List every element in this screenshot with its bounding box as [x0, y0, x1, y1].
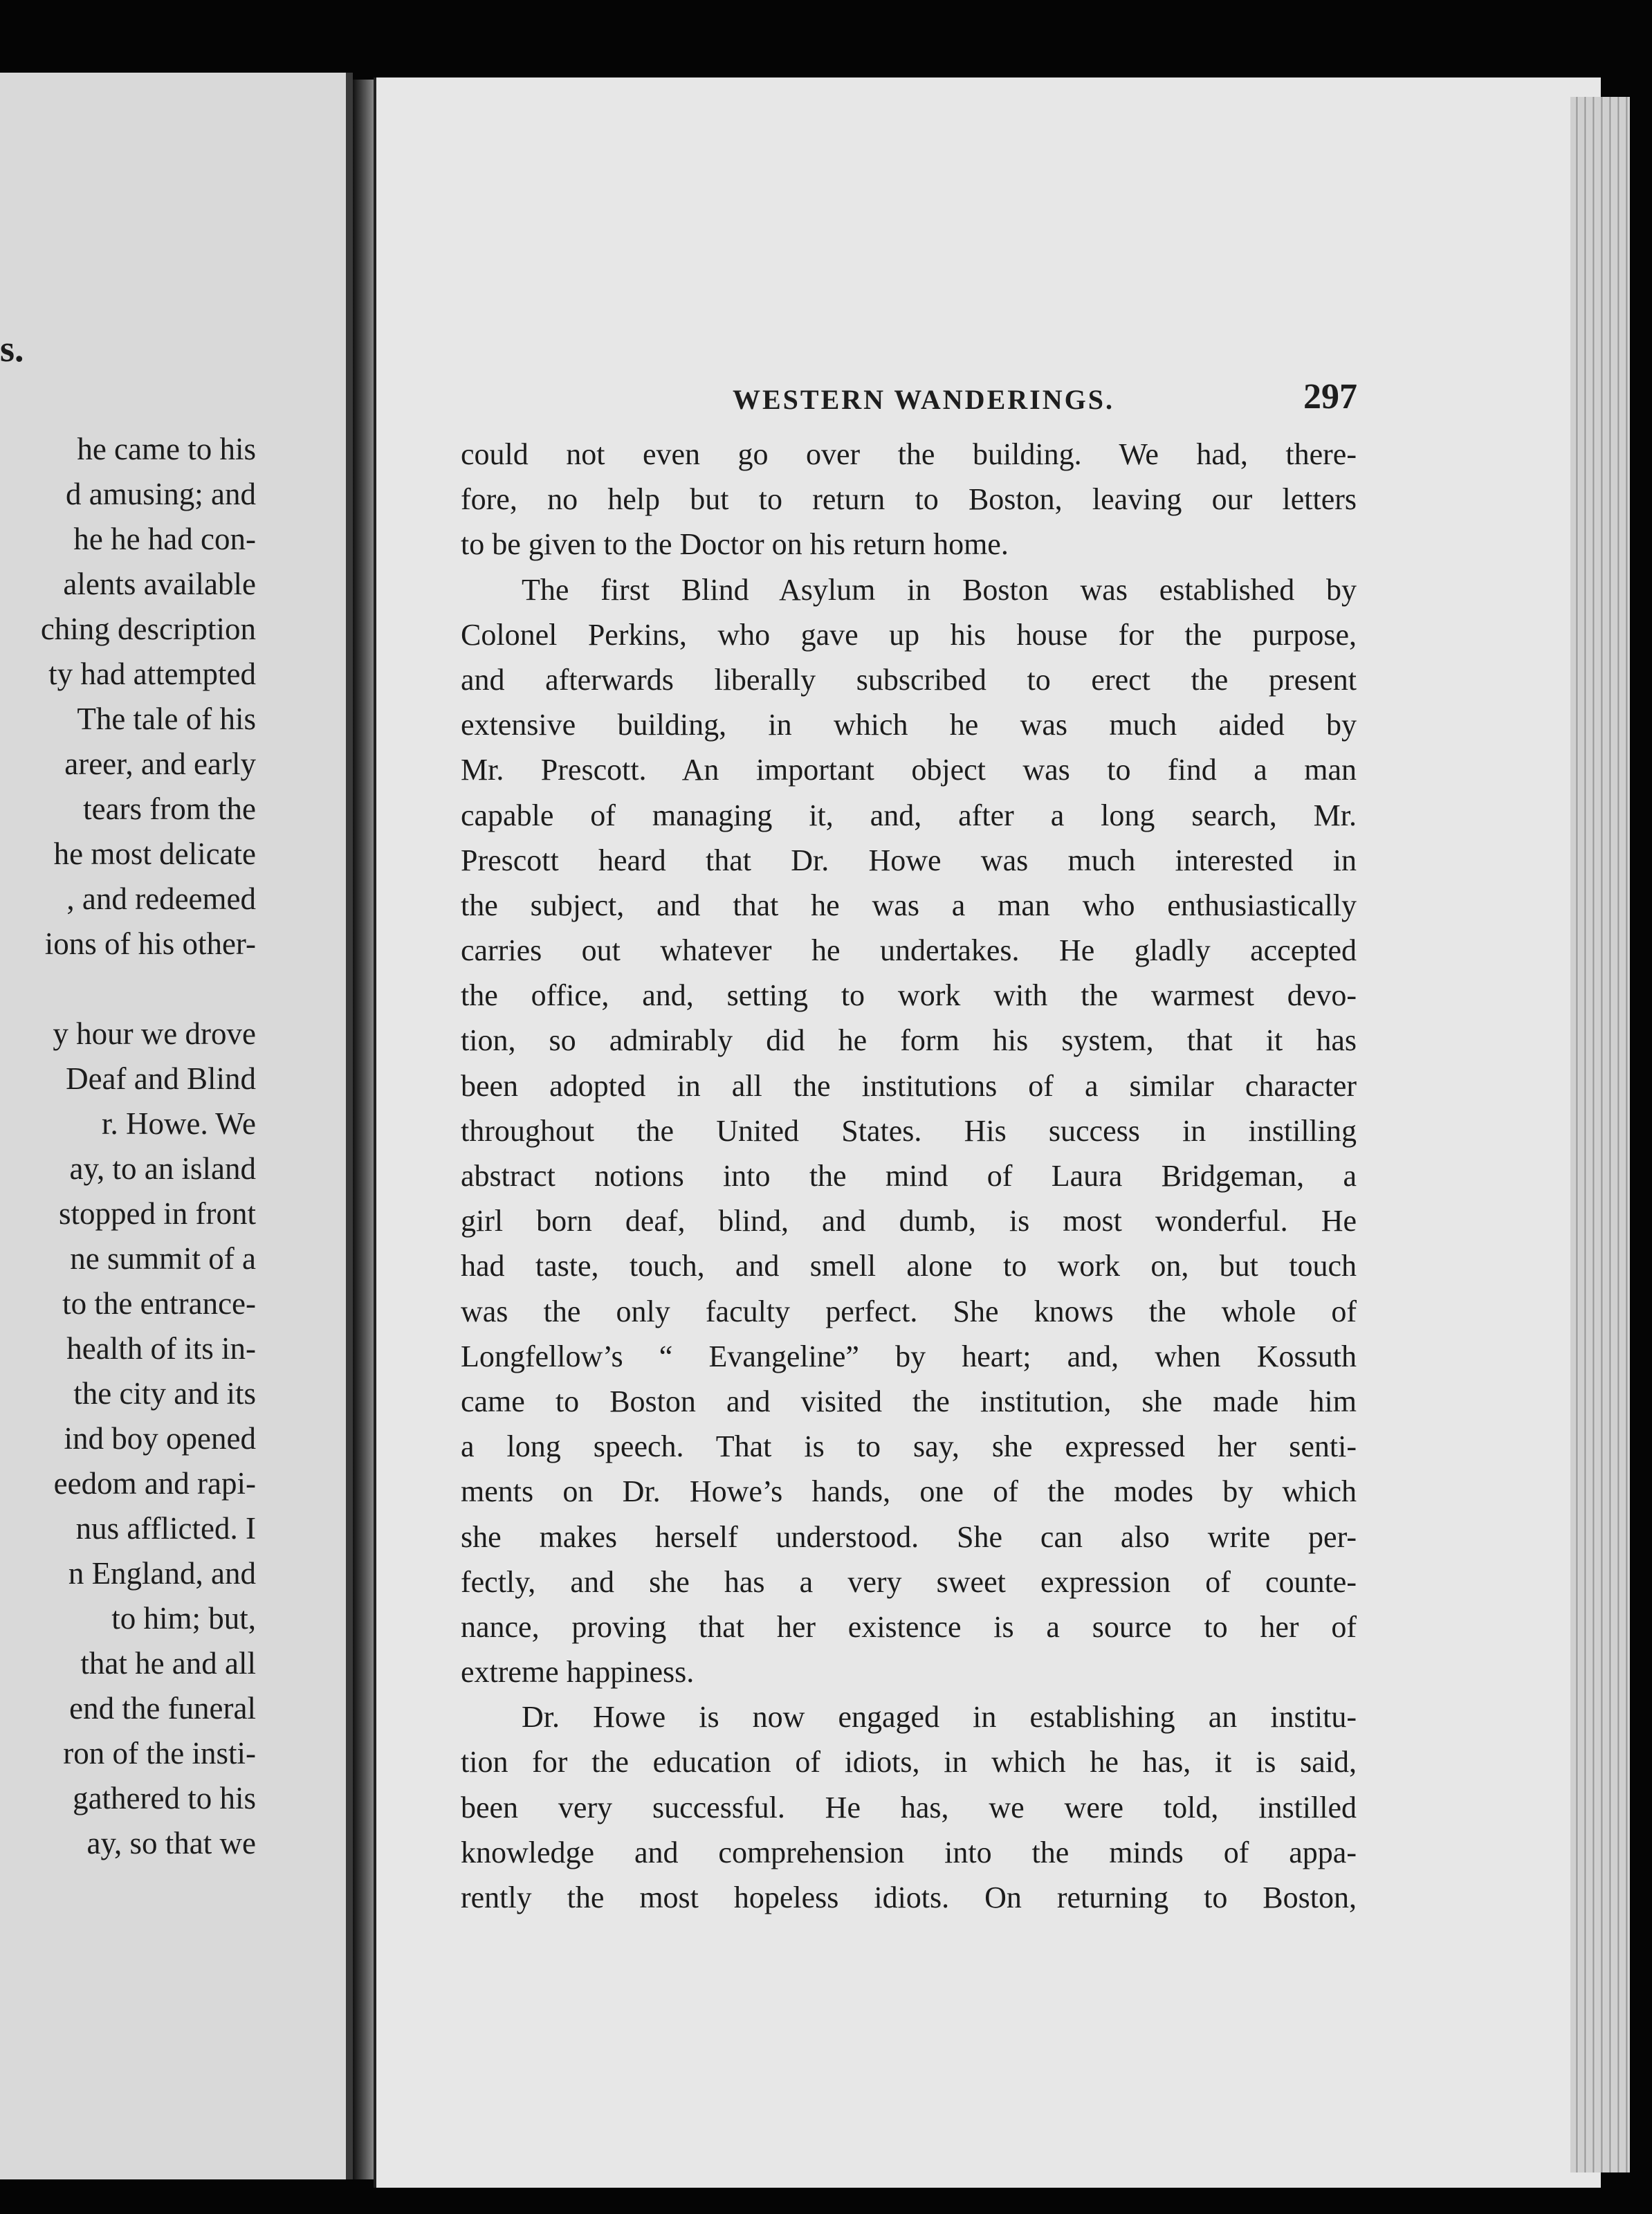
text-line: extensive building, in which he was much aided by	[461, 708, 1357, 742]
text-line: abstract notions into the mind of Laura Bridgeman, a	[461, 1159, 1357, 1193]
text-line: Longfellow’s “ Evangeline” by heart; and, when Kossuth	[461, 1339, 1357, 1373]
left-line: , and redeemed	[66, 881, 256, 916]
left-line: ions of his other-	[44, 926, 256, 961]
left-line: ay, to an island	[69, 1151, 256, 1186]
book-gutter	[353, 80, 374, 2179]
text-line: knowledge and comprehension into the minds of appa-	[461, 1835, 1357, 1869]
text-line: nance, proving that her existence is a source to her of	[461, 1609, 1357, 1644]
left-line: areer, and early	[64, 747, 256, 781]
left-line: ay, so that we	[86, 1826, 256, 1860]
text-line: tion for the education of idiots, in which he has, it is said,	[461, 1745, 1357, 1780]
left-line: to him; but,	[111, 1601, 256, 1636]
text-line: was the only faculty perfect. She knows the whole of	[461, 1294, 1357, 1328]
left-line	[0, 967, 256, 1012]
left-running-head: s.	[0, 328, 24, 369]
left-line: tears from the	[83, 792, 256, 826]
text-line: carries out whatever he undertakes. He gladly accepted	[461, 933, 1357, 968]
text-line: been very successful. He has, we were told, instilled	[461, 1790, 1357, 1824]
left-line: health of its in-	[66, 1331, 256, 1366]
text-line: throughout the United States. His success in instilling	[461, 1113, 1357, 1148]
body-text	[461, 432, 1357, 1920]
text-line: tion, so admirably did he form his system, that it has	[461, 1023, 1357, 1058]
text-line: ments on Dr. Howe’s hands, one of the modes by which	[461, 1474, 1357, 1509]
running-title: WESTERN WANDERINGS.	[733, 384, 1114, 415]
text-line: Prescott heard that Dr. Howe was much interested in	[461, 843, 1357, 877]
running-header	[376, 376, 1359, 418]
left-line: ching description	[40, 612, 256, 646]
text-line: rently the most hopeless idiots. On returning to Boston,	[461, 1881, 1357, 1914]
text-line: Mr. Prescott. An important object was to find a man	[461, 753, 1357, 787]
left-line: that he and all	[80, 1646, 256, 1681]
right-page	[374, 77, 1601, 2188]
text-line: been adopted in all the institutions of a similar character	[461, 1068, 1357, 1103]
text-line: could not even go over the building. We had, there-	[461, 437, 1357, 471]
text-line: fectly, and she has a very sweet expression of counte-	[461, 1564, 1357, 1599]
text-line: had taste, touch, and smell alone to work on, but touch	[461, 1249, 1357, 1283]
page-number: 297	[1303, 377, 1357, 417]
text-line: capable of managing it, and, after a long search, Mr.	[461, 798, 1357, 832]
text-line: The first Blind Asylum in Boston was established by	[522, 572, 1357, 607]
left-line: end the funeral	[69, 1691, 256, 1726]
text-line: she makes herself understood. She can also write per-	[461, 1519, 1357, 1554]
left-line: Deaf and Blind	[66, 1061, 256, 1096]
left-line: y hour we drove	[53, 1016, 256, 1051]
text-line: extreme happiness.	[461, 1655, 695, 1690]
page-edges	[1570, 97, 1630, 2172]
left-line: ty had attempted	[48, 657, 256, 691]
left-line: stopped in front	[59, 1196, 256, 1231]
text-line: a long speech. That is to say, she expressed her senti-	[461, 1429, 1357, 1464]
left-line: nus afflicted. I	[75, 1511, 256, 1546]
left-page	[0, 73, 353, 2179]
text-line: the subject, and that he was a man who enthusiastically	[461, 888, 1357, 922]
text-line: the office, and, setting to work with the warmest devo-	[461, 978, 1357, 1013]
left-line: to the entrance-	[62, 1286, 256, 1321]
left-line: ron of the insti-	[63, 1736, 256, 1771]
left-line: gathered to his	[73, 1781, 256, 1815]
left-line: d amusing; and	[66, 477, 256, 511]
left-line: he came to his	[77, 432, 256, 466]
left-line: The tale of his	[77, 702, 256, 736]
left-line: n England, and	[68, 1556, 256, 1591]
left-line: ne summit of a	[70, 1241, 256, 1276]
text-line: Dr. Howe is now engaged in establishing an institu-	[522, 1700, 1357, 1735]
left-line: r. Howe. We	[101, 1106, 256, 1141]
text-line: and afterwards liberally subscribed to erect the present	[461, 662, 1357, 697]
left-line: alents available	[63, 567, 256, 601]
left-page-text	[0, 427, 256, 1866]
text-line: Colonel Perkins, who gave up his house for the purpose,	[461, 617, 1357, 652]
left-line: ind boy opened	[64, 1421, 256, 1456]
left-line: he most delicate	[53, 836, 256, 871]
left-line: he he had con-	[73, 522, 256, 556]
text-line: came to Boston and visited the institution, she made him	[461, 1384, 1357, 1418]
left-line: the city and its	[73, 1376, 256, 1411]
text-line: fore, no help but to return to Boston, leaving our letters	[461, 482, 1357, 517]
left-line: eedom and rapi-	[53, 1466, 256, 1501]
text-line: to be given to the Doctor on his return home.	[461, 527, 1009, 562]
text-line: girl born deaf, blind, and dumb, is most wonderful. He	[461, 1204, 1357, 1238]
